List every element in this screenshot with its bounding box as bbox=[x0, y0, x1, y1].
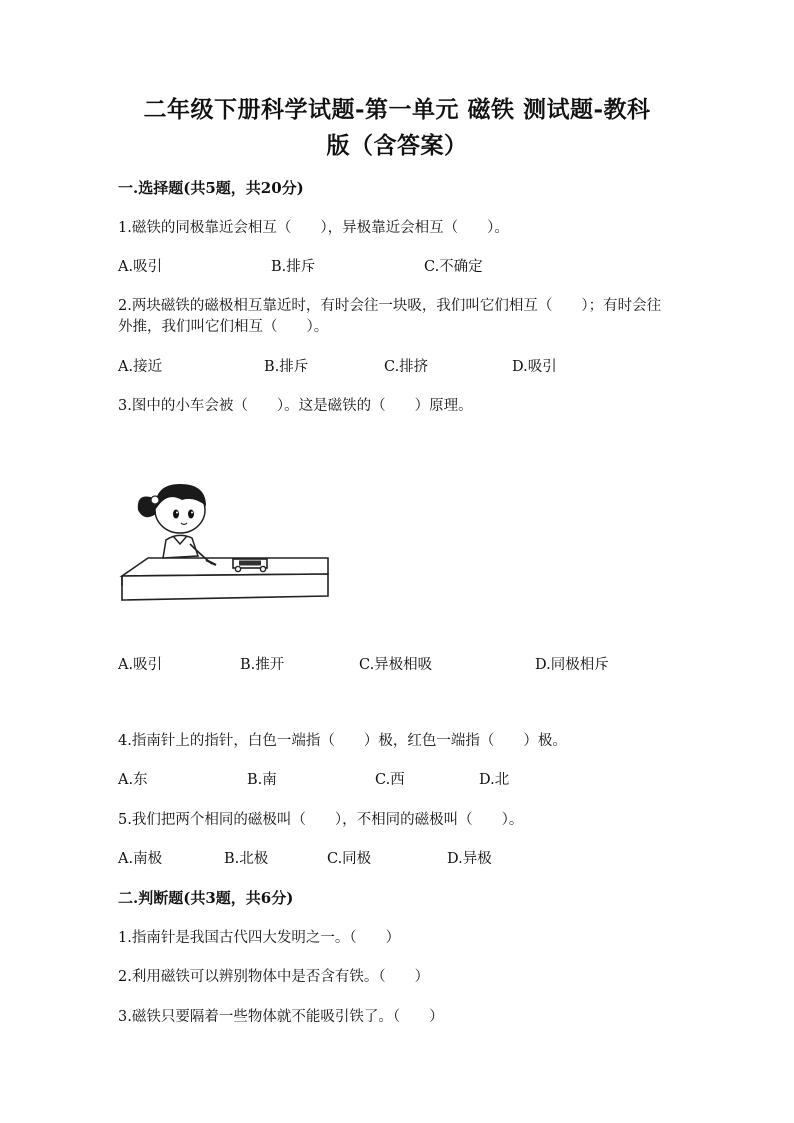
q3-option-d: D.同极相斥 bbox=[535, 657, 609, 673]
q1-option-b: B.排斥 bbox=[271, 259, 316, 275]
q5-option-a: A.南极 bbox=[118, 851, 163, 867]
judgement-question-1: 1.指南针是我国古代四大发明之一。（ ） bbox=[118, 930, 401, 946]
q5-option-d: D.异极 bbox=[447, 851, 492, 867]
question-3: 3.图中的小车会被（ ）。这是磁铁的（ ）原理。 bbox=[118, 398, 473, 414]
girl-with-toy-car-illustration bbox=[118, 470, 333, 610]
q2-option-d: D.吸引 bbox=[512, 359, 557, 375]
q4-option-d: D.北 bbox=[479, 772, 510, 788]
judgement-question-3: 3.磁铁只要隔着一些物体就不能吸引铁了。（ ） bbox=[118, 1009, 444, 1025]
page-title-line-1: 二年级下册科学试题-第一单元 磁铁 测试题-教科 bbox=[143, 96, 651, 123]
q5-option-c: C.同极 bbox=[327, 851, 372, 867]
table-front bbox=[122, 574, 328, 600]
section-heading-judgement: 二.判断题(共3题，共6分) bbox=[118, 889, 294, 907]
question-5: 5.我们把两个相同的磁极叫（ ），不相同的磁极叫（ ）。 bbox=[118, 812, 524, 828]
question-4: 4.指南针上的指针，白色一端指（ ）极，红色一端指（ ）极。 bbox=[118, 733, 567, 749]
q4-option-a: A.东 bbox=[118, 772, 148, 788]
q1-option-a: A.吸引 bbox=[118, 259, 163, 275]
q3-option-c: C.异极相吸 bbox=[359, 657, 433, 673]
q3-option-b: B.推开 bbox=[240, 657, 285, 673]
table-top bbox=[122, 558, 328, 576]
q4-option-c: C.西 bbox=[375, 772, 405, 788]
section-heading-choice: 一.选择题(共5题，共20分) bbox=[118, 179, 304, 197]
q4-option-b: B.南 bbox=[247, 772, 277, 788]
judgement-question-2: 2.利用磁铁可以辨别物体中是否含有铁。（ ） bbox=[118, 969, 430, 985]
q2-option-a: A.接近 bbox=[118, 359, 163, 375]
question-2: 2.两块磁铁的磁极相互靠近时，有时会往一块吸，我们叫它们相互（ ）；有时会往外推，我们叫它们相互（ ）。 bbox=[118, 298, 662, 335]
q1-option-c: C.不确定 bbox=[424, 259, 483, 275]
q2-option-b: B.排斥 bbox=[264, 359, 309, 375]
question-1: 1.磁铁的同极靠近会相互（ ），异极靠近会相互（ ）。 bbox=[118, 220, 509, 236]
q2-option-c: C.排挤 bbox=[384, 359, 429, 375]
q5-option-b: B.北极 bbox=[224, 851, 269, 867]
q3-option-a: A.吸引 bbox=[118, 657, 163, 673]
page-title-line-2: 版（含答案） bbox=[326, 132, 468, 159]
